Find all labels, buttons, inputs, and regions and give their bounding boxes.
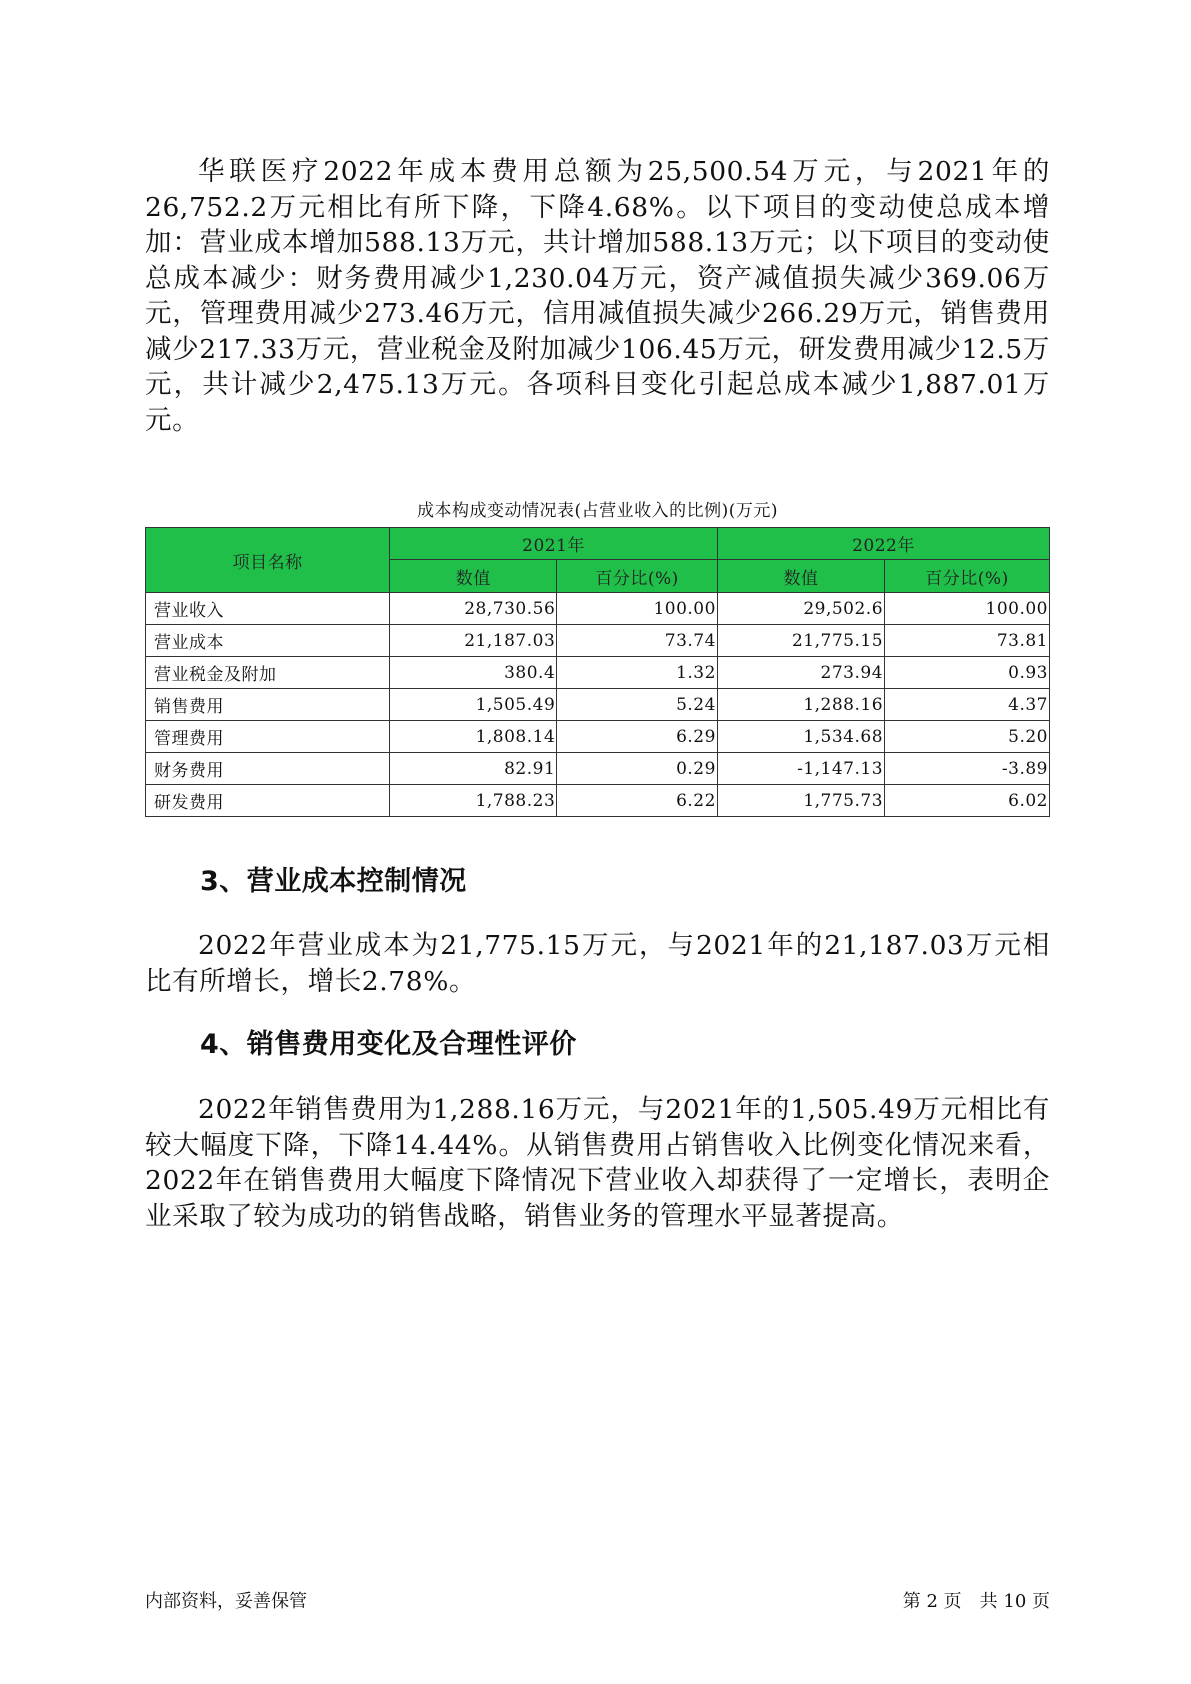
pct-2022: 5.20 — [885, 721, 1050, 753]
value-2022: -1,147.13 — [717, 753, 884, 785]
table-row — [146, 657, 1050, 689]
pct-2021: 100.00 — [557, 593, 718, 625]
section-heading-sales-expense: 4、销售费用变化及合理性评价 — [200, 1029, 577, 1060]
value-2022: 29,502.6 — [717, 593, 884, 625]
value-2021: 21,187.03 — [390, 625, 557, 657]
table-row — [146, 689, 1050, 721]
table-caption: 成本构成变动情况表(占营业收入的比例)(万元) — [416, 501, 779, 521]
row-name: 销售费用 — [146, 689, 390, 721]
table-row — [146, 721, 1050, 753]
pct-2022: 6.02 — [885, 785, 1050, 817]
header-pct-2021: 百分比(%) — [557, 560, 718, 593]
pct-2021: 73.74 — [557, 625, 718, 657]
value-2021: 1,808.14 — [390, 721, 557, 753]
table-row — [146, 753, 1050, 785]
row-name: 财务费用 — [146, 753, 390, 785]
pct-2021: 5.24 — [557, 689, 718, 721]
value-2022: 1,775.73 — [717, 785, 884, 817]
value-2021: 1,788.23 — [390, 785, 557, 817]
value-2022: 1,288.16 — [717, 689, 884, 721]
header-year-2022: 2022年 — [717, 528, 1049, 560]
pct-2022: 0.93 — [885, 657, 1050, 689]
value-2022: 273.94 — [717, 657, 884, 689]
row-name: 营业收入 — [146, 593, 390, 625]
value-2021: 28,730.56 — [390, 593, 557, 625]
pct-2021: 0.29 — [557, 753, 718, 785]
value-2021: 1,505.49 — [390, 689, 557, 721]
body-paragraph-sales-expense: 2022年销售费用为1,288.16万元，与2021年的1,505.49万元相比有较大幅度下降，下降14.44%。从销售费用占销售收入比例变化情况来看，2022年在销售费用大幅度下降情况下营业收入却获得了一定增长，表明企业采取了较为成功的销售战略，销售业务的管理水平显著提高。 — [145, 1094, 1050, 1232]
value-2022: 1,534.68 — [717, 721, 884, 753]
value-2021: 82.91 — [390, 753, 557, 785]
header-pct-2022: 百分比(%) — [885, 560, 1050, 593]
pct-2022: 100.00 — [885, 593, 1050, 625]
cost-structure-table — [145, 527, 1050, 817]
pct-2022: 4.37 — [885, 689, 1050, 721]
table-row — [146, 625, 1050, 657]
row-name: 研发费用 — [146, 785, 390, 817]
footer-page-number: 第 2 页 共 10 页 — [902, 1591, 1050, 1612]
body-paragraph-operating-cost: 2022年营业成本为21,775.15万元，与2021年的21,187.03万元相比有所增长，增长2.78%。 — [145, 930, 1050, 997]
table-row — [146, 593, 1050, 625]
pct-2021: 6.22 — [557, 785, 718, 817]
pct-2022: 73.81 — [885, 625, 1050, 657]
header-value-2021: 数值 — [390, 560, 557, 593]
pct-2021: 6.29 — [557, 721, 718, 753]
value-2022: 21,775.15 — [717, 625, 884, 657]
pct-2021: 1.32 — [557, 657, 718, 689]
row-name: 营业税金及附加 — [146, 657, 390, 689]
row-name: 管理费用 — [146, 721, 390, 753]
header-item-name: 项目名称 — [146, 528, 390, 593]
footer-confidential-note: 内部资料，妥善保管 — [145, 1591, 307, 1612]
header-year-2021: 2021年 — [390, 528, 718, 560]
pct-2022: -3.89 — [885, 753, 1050, 785]
body-paragraph-cost-summary: 华联医疗2022年成本费用总额为25,500.54万元，与2021年的26,752.2万元相比有所下降，下降4.68%。以下项目的变动使总成本增加：营业成本增加588.13万元，共计增加588.13万元；以下项目的变动使总成本减少：财务费用减少1,230.04万元，资产减值损失减少369.06万元，管理费用减少273.46万元，信用减值损失减少266.29万元，销售费用减少217.33万元，营业税金及附加减少106.45万元，研发费用减少12.5万元，共计减少2,475.13万元。各项科目变化引起总成本减少1,887.01万元。 — [145, 156, 1050, 436]
value-2021: 380.4 — [390, 657, 557, 689]
section-heading-operating-cost: 3、营业成本控制情况 — [200, 866, 467, 897]
row-name: 营业成本 — [146, 625, 390, 657]
header-value-2022: 数值 — [717, 560, 884, 593]
table-row — [146, 785, 1050, 817]
